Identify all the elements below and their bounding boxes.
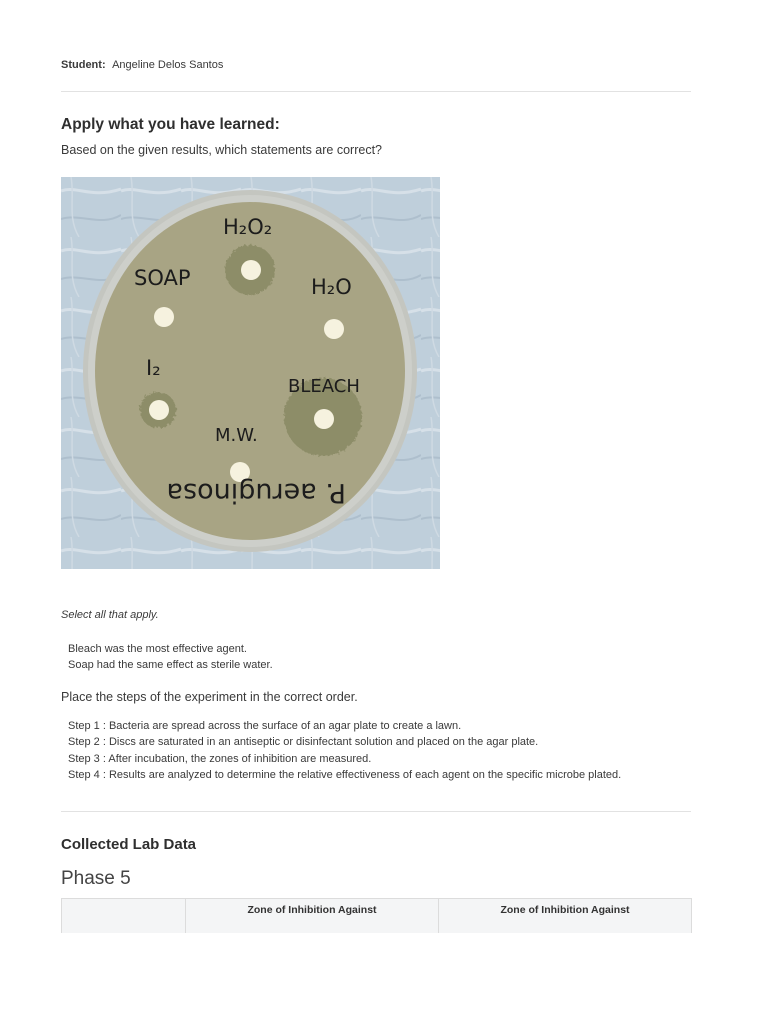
- phase-heading: Phase 5: [61, 868, 131, 889]
- answer-item: Soap had the same effect as sterile water.: [68, 659, 273, 671]
- divider: [61, 811, 691, 812]
- student-name: Angeline Delos Santos: [112, 59, 224, 71]
- lab-data-heading: Collected Lab Data: [61, 836, 197, 853]
- divider: [61, 91, 691, 92]
- disc-bleach: [314, 409, 334, 429]
- petri-dish-photo: [61, 177, 440, 569]
- table-header-cell: Zone of Inhibition Against: [439, 899, 692, 934]
- selected-answers: [68, 641, 273, 673]
- label-i2: I₂: [146, 356, 161, 380]
- label-mw: M.W.: [215, 425, 258, 446]
- apply-question: Based on the given results, which statements are correct?: [61, 143, 382, 157]
- disc-i2: [149, 400, 169, 420]
- step-item: Step 3 : After incubation, the zones of inhibition are measured.: [68, 752, 372, 765]
- label-organism: P. aeruginosa: [166, 477, 346, 508]
- step-list: [68, 718, 621, 783]
- table-header-cell: [62, 899, 186, 934]
- table-header-row: [62, 899, 692, 934]
- select-all-instruction: Select all that apply.: [61, 609, 159, 621]
- answer-item: Bleach was the most effective agent.: [68, 643, 247, 655]
- label-h2o: H₂O: [311, 275, 352, 299]
- apply-heading: Apply what you have learned:: [61, 116, 280, 133]
- disc-h2o2: [241, 260, 261, 280]
- student-info: [61, 59, 223, 71]
- step-item: Step 2 : Discs are saturated in an antiseptic or disinfectant solution and placed on the agar plate.: [68, 736, 539, 749]
- disc-h2o: [324, 319, 344, 339]
- disc-soap: [154, 307, 174, 327]
- table-header-cell: Zone of Inhibition Against: [186, 899, 439, 934]
- order-question: Place the steps of the experiment in the correct order.: [61, 690, 358, 704]
- step-item: Step 4 : Results are analyzed to determine the relative effectiveness of each agent on the specific microbe plated.: [68, 768, 622, 781]
- student-label: Student:: [61, 59, 106, 71]
- lab-data-table: [61, 898, 692, 933]
- label-bleach: BLEACH: [288, 376, 360, 397]
- label-soap: SOAP: [134, 266, 191, 290]
- label-h2o2: H₂O₂: [223, 215, 273, 239]
- step-item: Step 1 : Bacteria are spread across the surface of an agar plate to create a lawn.: [68, 720, 462, 732]
